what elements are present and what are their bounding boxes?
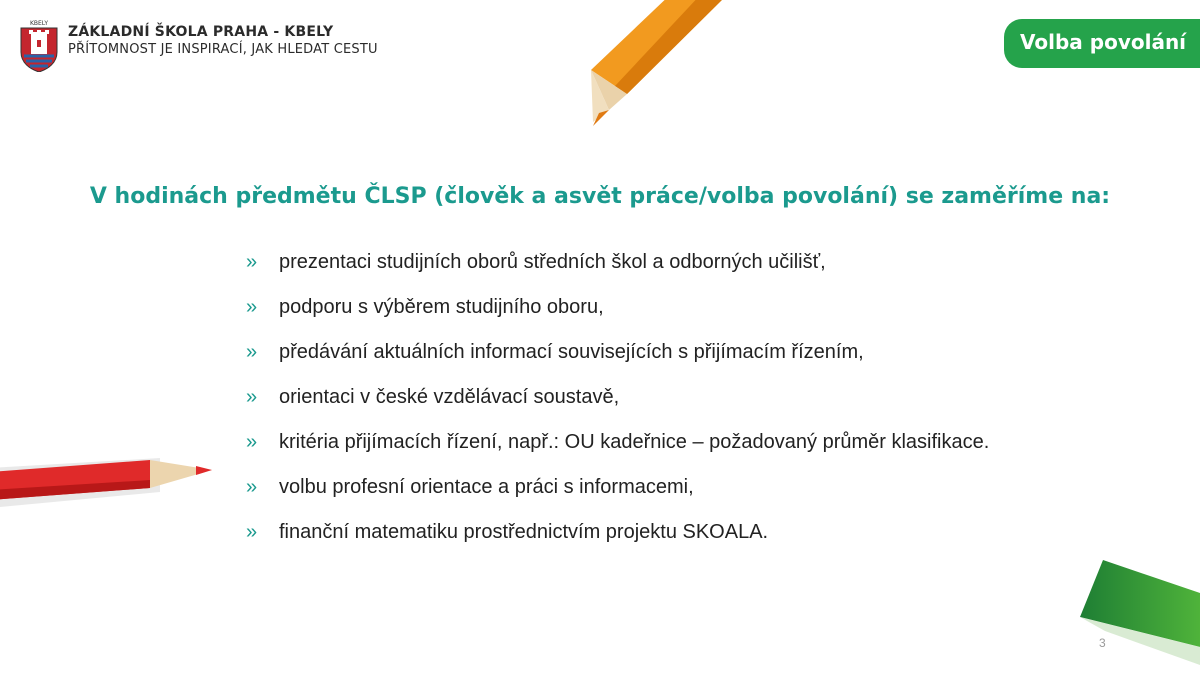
school-crest-icon <box>18 18 60 72</box>
list-item-text: podporu s výběrem studijního oboru, <box>279 296 604 318</box>
svg-text:KBELY: KBELY <box>29 20 49 27</box>
school-name: ZÁKLADNÍ ŠKOLA PRAHA - KBELY <box>68 24 334 40</box>
bullet-marker-icon: » <box>246 296 258 318</box>
list-item <box>246 293 989 338</box>
bullet-marker-icon: » <box>246 521 258 543</box>
bullet-marker-icon: » <box>246 251 258 273</box>
school-logo <box>18 18 378 72</box>
list-item <box>246 248 989 293</box>
bullet-marker-icon: » <box>246 431 258 453</box>
page-heading: V hodinách předmětu ČLSP (člověk a asvět práce/volba povolání) se zaměříme na: <box>89 184 1111 209</box>
list-item-text: orientaci v české vzdělávací soustavě, <box>279 386 620 408</box>
list-item <box>246 338 989 383</box>
bullet-list <box>246 248 989 563</box>
list-item-text: předávání aktuálních informací souvisejících s přijímacím řízením, <box>279 341 864 363</box>
list-item-text: kritéria přijímacích řízení, např.: OU kadeřnice – požadovaný průměr klasifikace. <box>279 431 990 453</box>
list-item <box>246 473 989 518</box>
bullet-marker-icon: » <box>246 386 258 408</box>
section-tag-label: Volba povolání <box>1020 30 1187 54</box>
list-item-text: prezentaci studijních oborů středních škol a odborných učilišť, <box>279 251 826 273</box>
section-tag <box>1004 19 1200 68</box>
list-item-text: finanční matematiku prostřednictvím projektu SKOALA. <box>279 521 769 543</box>
list-item-text: volbu profesní orientace a práci s informacemi, <box>279 476 694 498</box>
orange-pencil-icon <box>585 0 735 132</box>
corner-ribbon-icon <box>1075 555 1200 665</box>
bullet-marker-icon: » <box>246 476 258 498</box>
list-item <box>246 518 989 563</box>
red-pencil-icon <box>0 450 225 530</box>
list-item <box>246 383 989 428</box>
bullet-marker-icon: » <box>246 341 258 363</box>
list-item <box>246 428 989 473</box>
school-text <box>68 24 378 58</box>
school-motto: PŘÍTOMNOST JE INSPIRACÍ, JAK HLEDAT CESTU <box>68 42 378 57</box>
page-number: 3 <box>1099 636 1106 650</box>
